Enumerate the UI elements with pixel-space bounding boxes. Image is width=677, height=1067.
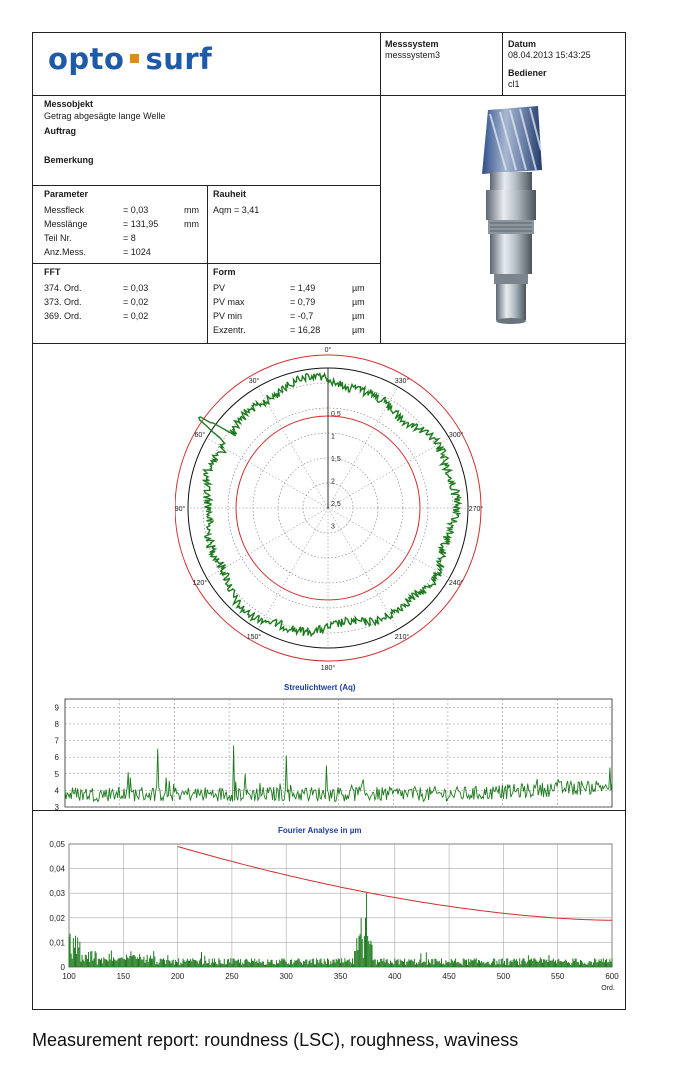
form-name: PV min <box>213 311 243 321</box>
datum-value: 08.04.2013 15:43:25 <box>508 50 591 60</box>
streulicht-y-tick: 9 <box>54 703 59 713</box>
param-col-divider <box>207 185 208 343</box>
form-unit: µm <box>352 325 365 335</box>
parameter-name: Messfleck <box>44 205 85 215</box>
polar-radial-label: 2 <box>331 478 335 486</box>
fourier-y-tick: 0,01 <box>49 938 65 948</box>
polar-angle-label: 90° <box>175 506 186 513</box>
parameter-value: = 131,95 <box>123 219 159 229</box>
fft-title: FFT <box>44 267 61 277</box>
fft-order: 374. Ord. <box>44 283 82 293</box>
fourier-x-tick: 600 <box>605 972 619 981</box>
fourier-x-tick: 350 <box>333 972 348 981</box>
form-unit: µm <box>352 283 365 293</box>
fourier-y-tick: 0,03 <box>49 889 65 899</box>
polar-angle-label: 180° <box>320 665 336 672</box>
fft-value: = 0,02 <box>123 297 149 307</box>
parameter-value: = 1024 <box>123 247 151 257</box>
fourier-chart <box>34 836 624 1004</box>
object-divider <box>32 185 380 186</box>
polar-angle-label: 240° <box>448 580 464 587</box>
polar-angle-label: 330° <box>394 377 410 385</box>
polar-angle-label: 150° <box>246 634 262 642</box>
polar-angle-label: 210° <box>394 634 410 642</box>
messsystem-label: Messsystem <box>385 39 439 49</box>
fft-value: = 0,03 <box>123 283 149 293</box>
polar-radial-label: 2,5 <box>331 501 341 508</box>
streulicht-chart-title: Streulichtwert (Aq) <box>284 683 356 692</box>
fourier-x-tick: 550 <box>551 972 565 981</box>
form-value: = 1,49 <box>290 283 316 293</box>
streulicht-y-tick: 4 <box>54 786 59 796</box>
form-name: PV <box>213 283 226 293</box>
parameter-unit: mm <box>184 219 199 229</box>
header-col-divider <box>502 32 503 95</box>
param-divider <box>32 263 380 264</box>
fourier-y-tick: 0,02 <box>49 913 65 923</box>
bediener-label: Bediener <box>508 68 547 78</box>
fourier-grid <box>69 844 612 967</box>
streulicht-y-tick: 6 <box>54 753 59 763</box>
polar-spoke <box>258 387 328 508</box>
polar-angle-label: 60° <box>194 432 206 439</box>
messsystem-value: messsystem3 <box>385 50 441 60</box>
datum-label: Datum <box>508 39 537 49</box>
polar-angle-label: 30° <box>248 377 260 385</box>
streulicht-chart <box>36 695 616 810</box>
fourier-x-tick: 300 <box>279 972 293 981</box>
fourier-x-tick: 200 <box>170 972 185 981</box>
fourier-y-tick: 0,04 <box>49 864 65 874</box>
fourier-x-tick: 500 <box>496 972 511 981</box>
polar-angle-label: 270° <box>468 506 484 513</box>
polar-labels <box>175 346 483 672</box>
polar-spoke <box>328 508 398 629</box>
parameter-value: = 8 <box>123 233 136 243</box>
parameter-name: Teil Nr. <box>44 233 72 243</box>
form-value: = 16,28 <box>290 325 321 335</box>
polar-radial-label: 1 <box>331 433 335 441</box>
polar-grid <box>175 355 481 661</box>
parameter-value: = 0,03 <box>123 205 149 215</box>
fourier-y-tick: 0,05 <box>49 840 65 849</box>
polar-spoke <box>328 438 449 508</box>
fft-order: 373. Ord. <box>44 297 82 307</box>
form-unit: µm <box>352 311 365 321</box>
polar-spoke <box>258 508 328 629</box>
form-title: Form <box>213 267 236 277</box>
form-unit: µm <box>352 297 365 307</box>
fft-value: = 0,02 <box>123 311 149 321</box>
messobjekt-label: Messobjekt <box>44 99 94 109</box>
polar-angle-label: 300° <box>448 432 464 439</box>
streulicht-y-tick: 8 <box>54 719 59 729</box>
rauheit-title: Rauheit <box>213 189 247 199</box>
form-value: = 0,79 <box>290 297 316 307</box>
fourier-x-tick: 400 <box>388 972 402 981</box>
parameter-title: Parameter <box>44 189 89 199</box>
bemerkung-label: Bemerkung <box>44 155 94 165</box>
column-divider <box>380 32 381 343</box>
parameter-name: Messlänge <box>44 219 88 229</box>
streulicht-y-tick: 3 <box>54 803 59 810</box>
polar-spoke <box>207 438 328 508</box>
fourier-y-tick: 0 <box>60 963 65 972</box>
chart-divider <box>32 810 626 811</box>
fft-order: 369. Ord. <box>44 311 82 321</box>
roundness-polar-chart <box>175 345 485 675</box>
fourier-x-tick: 150 <box>116 972 130 981</box>
bediener-value: cl1 <box>508 79 520 89</box>
polar-radial-label: 1,5 <box>331 456 341 463</box>
messobjekt-value: Getrag abgesägte lange Welle <box>44 111 166 121</box>
fourier-x-tick: 250 <box>225 972 239 981</box>
report-caption: Measurement report: roundness (LSC), roughness, waviness <box>32 1030 519 1050</box>
logo-dot <box>130 54 139 63</box>
streulicht-y-tick: 5 <box>54 769 59 779</box>
fourier-x-label: Ord. <box>601 985 615 992</box>
polar-spoke <box>328 508 449 578</box>
optosurf-logo: opto surf <box>48 42 213 76</box>
polar-angle-label: 120° <box>192 580 208 587</box>
shaft-photo <box>460 100 555 330</box>
polar-radial-label: 0,5 <box>331 411 341 418</box>
streulicht-y-tick: 7 <box>54 736 59 746</box>
fourier-x-tick: 100 <box>62 972 76 981</box>
parameter-unit: mm <box>184 205 199 215</box>
form-name: Exzentr. <box>213 325 246 335</box>
parameter-name: Anz.Mess. <box>44 247 87 257</box>
info-bottom-divider <box>32 343 626 344</box>
streulicht-series-line <box>65 746 612 802</box>
polar-angle-label: 0° <box>324 347 332 354</box>
fourier-x-tick: 450 <box>442 972 456 981</box>
form-value: = -0,7 <box>290 311 314 321</box>
auftrag-label: Auftrag <box>44 126 76 136</box>
header-divider <box>32 95 626 96</box>
rauheit-value: Aqm = 3,41 <box>213 205 260 215</box>
polar-radial-label: 3 <box>331 523 335 531</box>
form-name: PV max <box>213 297 245 307</box>
streulicht-ticks <box>55 703 60 810</box>
fourier-chart-title: Fourier Analyse in µm <box>278 826 362 835</box>
